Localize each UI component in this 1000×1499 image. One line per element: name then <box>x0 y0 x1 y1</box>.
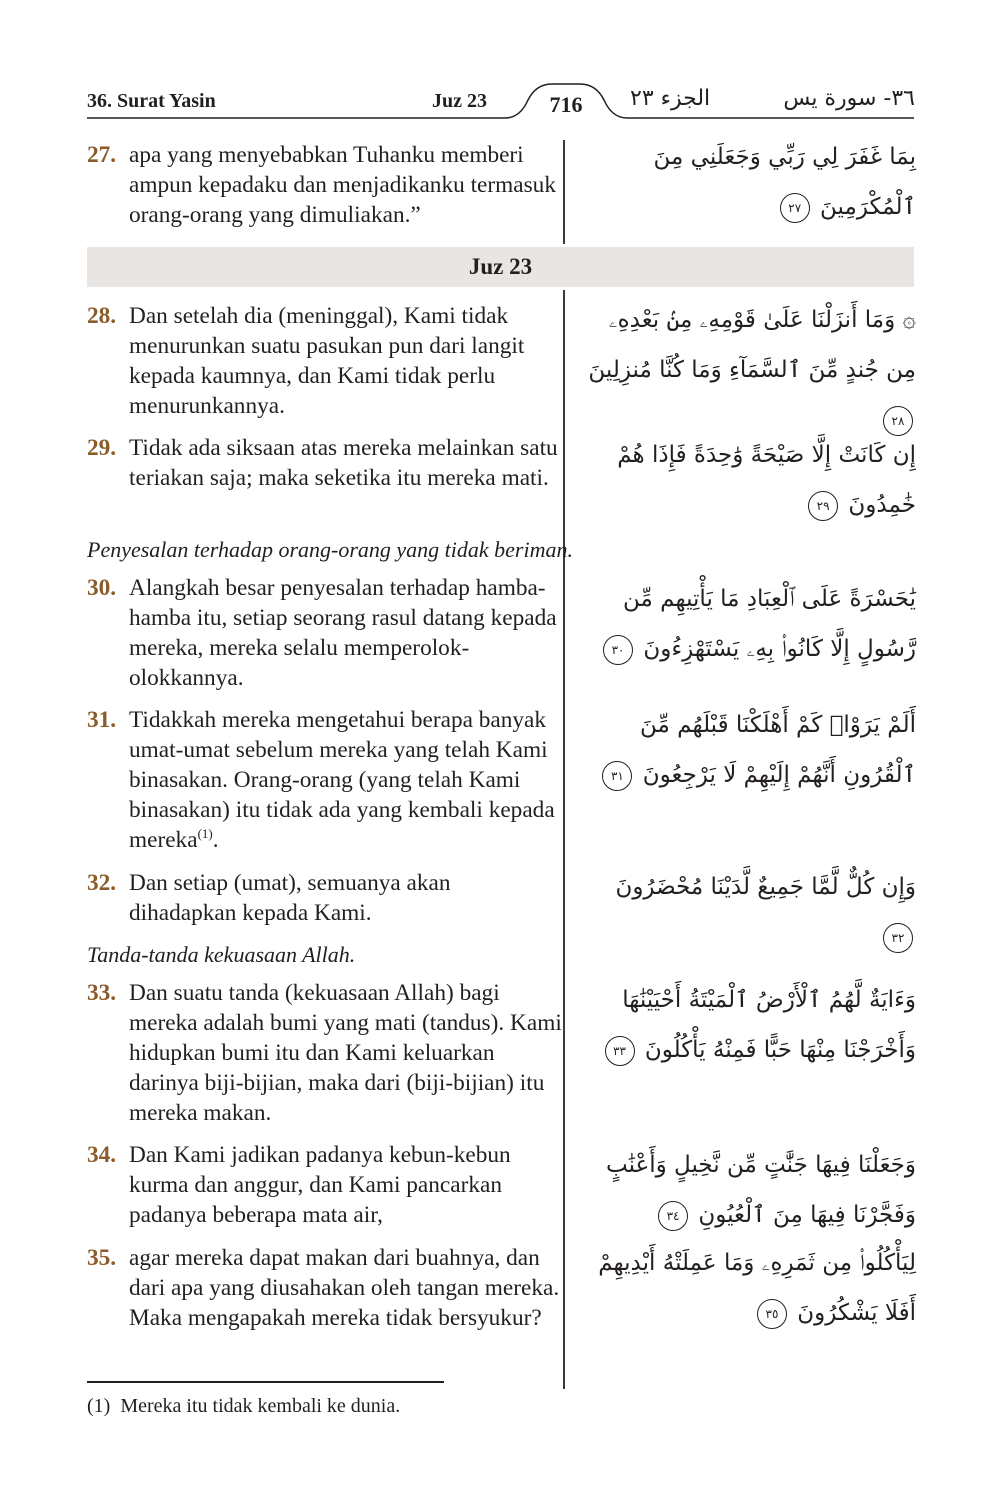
page-number: 716 <box>549 92 583 117</box>
verse-number: 28. <box>87 303 117 329</box>
juz-band-label: Juz 23 <box>468 254 533 279</box>
arabic-verse-33 <box>586 975 916 1075</box>
footnote <box>87 1395 400 1418</box>
verse-number: 29. <box>87 435 117 461</box>
arabic-text: بِمَا غَفَرَ لِي رَبِّي وَجَعَلَنِي مِنَ ٱلْمُكْرَمِينَ <box>653 144 916 220</box>
verse-number: 34. <box>87 1142 117 1168</box>
column-divider <box>563 140 565 244</box>
arabic-text: إِن كَانَتْ إِلَّا صَيْحَةً وَٰحِدَةً فَإِذَا هُمْ خَٰمِدُونَ <box>617 442 916 518</box>
ayah-number-marker: ٣٠ <box>603 635 633 665</box>
verse-number: 33. <box>87 980 117 1006</box>
ayah-number-marker: ٣٣ <box>605 1036 635 1066</box>
footnote-ref[interactable]: (1) <box>197 826 213 842</box>
arabic-verse-32 <box>586 862 916 962</box>
verse-text <box>129 705 562 855</box>
header-arabic-surah: ٣٦- سورة يس <box>783 86 915 111</box>
arabic-verse-30 <box>586 574 916 674</box>
ayah-number-marker: ٢٩ <box>808 491 838 521</box>
arabic-text: وَجَعَلْنَا فِيهَا جَنَّٰتٍ مِّن نَّخِيلٍ وَأَعْنَٰبٍ وَفَجَّرْنَا فِيهَا مِنَ ٱلْعُيُونِ <box>605 1152 916 1228</box>
arabic-text: ۞ وَمَا أَنزَلْنَا عَلَىٰ قَوْمِهِۦ مِنۢ بَعْدِهِۦ مِن جُندٍ مِّنَ ٱلسَّمَآءِ وَمَا كُنَّا مُنزِلِينَ <box>588 307 916 383</box>
verse-text: Dan suatu tanda (kekuasaan Allah) bagi mereka adalah bumi yang mati (tandus). Kami hidupkan bumi itu dan Kami keluarkan darinya biji-bijian, maka dari (biji-bijian) itu mereka makan. <box>129 980 562 1126</box>
verse-number: 35. <box>87 1245 117 1271</box>
ayah-number-marker: ٢٧ <box>780 193 810 223</box>
header-juz-label: Juz 23 <box>432 90 487 112</box>
header-surah-label: 36. Surat Yasin <box>87 90 216 112</box>
verse-35 <box>87 1243 562 1333</box>
verse-text-end: . <box>212 827 219 853</box>
verse-number: 32. <box>87 870 117 896</box>
footnote-rule <box>87 1381 444 1383</box>
section-heading: Tanda-tanda kekuasaan Allah. <box>87 942 356 967</box>
verse-28 <box>87 301 562 421</box>
column-divider <box>563 290 565 1389</box>
verse-text: Alangkah besar penyesalan terhadap hamba-hamba itu, setiap seorang rasul datang kepada mereka, mereka selalu memperolok-olokkannya. <box>129 575 557 691</box>
arabic-verse-27 <box>586 132 916 232</box>
verse-29 <box>87 433 562 493</box>
header-arabic-juz: الجزء ٢٣ <box>630 86 711 111</box>
verse-text: Dan Kami jadikan padanya kebun-kebun kurma dan anggur, dan Kami pancarkan padanya beberapa mata air, <box>129 1142 511 1228</box>
arabic-verse-29 <box>586 430 916 530</box>
arabic-text: وَءَايَةٌ لَّهُمُ ٱلْأَرْضُ ٱلْمَيْتَةُ أَحْيَيْنَٰهَا وَأَخْرَجْنَا مِنْهَا حَبًّا فَمِنْهُ يَأْكُلُونَ <box>622 987 916 1063</box>
arabic-text: لِيَأْكُلُوا۟ مِن ثَمَرِهِۦ وَمَا عَمِلَتْهُ أَيْدِيهِمْ أَفَلَا يَشْكُرُونَ <box>598 1250 916 1326</box>
verse-text: Dan setelah dia (meninggal), Kami tidak menurunkan suatu pasukan pun dari langit kepada kaumnya, dan Kami tidak perlu menurunkannya. <box>129 303 525 419</box>
verse-number: 31. <box>87 707 117 733</box>
verse-32 <box>87 868 562 928</box>
ayah-number-marker: ٣١ <box>602 761 632 791</box>
arabic-verse-35 <box>586 1238 916 1338</box>
verse-text-main: Tidakkah mereka mengetahui berapa banyak umat-umat sebelum mereka yang telah Kami binasakan. Orang-orang (yang telah Kami binasakan) itu tidak ada yang kembali kepada mereka <box>129 707 555 853</box>
footnote-mark: (1) <box>87 1395 111 1417</box>
verse-text: agar mereka dapat makan dari buahnya, dan dari apa yang diusahakan oleh tangan mereka. Maka mengapakah mereka tidak bersyukur? <box>129 1245 560 1331</box>
ayah-number-marker: ٣٢ <box>883 923 913 953</box>
verse-27 <box>87 140 562 230</box>
arabic-verse-34 <box>586 1140 916 1240</box>
verse-number: 27. <box>87 142 117 168</box>
arabic-verse-31 <box>586 700 916 800</box>
ayah-number-marker: ٣٤ <box>658 1201 688 1231</box>
verse-text: Dan setiap (umat), semuanya akan dihadapkan kepada Kami. <box>129 870 451 926</box>
verse-number: 30. <box>87 575 117 601</box>
section-heading: Penyesalan terhadap orang-orang yang tidak beriman. <box>87 537 573 562</box>
footnote-text: Mereka itu tidak kembali ke dunia. <box>120 1395 401 1417</box>
verse-30 <box>87 573 562 693</box>
arabic-verse-28 <box>586 295 916 445</box>
arabic-text: يَٰحَسْرَةً عَلَى ٱلْعِبَادِ مَا يَأْتِيهِم مِّن رَّسُولٍ إِلَّا كَانُوا۟ بِهِۦ يَسْتَهْزِءُونَ <box>623 586 916 662</box>
verse-33 <box>87 978 562 1128</box>
ayah-number-marker: ٢٨ <box>883 406 913 436</box>
arabic-text: وَإِن كُلٌّ لَّمَّا جَمِيعٌ لَّدَيْنَا مُحْضَرُونَ <box>615 874 916 900</box>
verse-34 <box>87 1140 562 1230</box>
verse-31 <box>87 705 562 855</box>
ayah-number-marker: ٣٥ <box>757 1299 787 1329</box>
arabic-text: أَلَمْ يَرَوْا۟ كَمْ أَهْلَكْنَا قَبْلَهُم مِّنَ ٱلْقُرُونِ أَنَّهُمْ إِلَيْهِمْ لَا يَرْجِعُونَ <box>640 712 916 788</box>
verse-text: apa yang menyebabkan Tuhanku memberi ampun kepadaku dan menjadikanku termasuk orang-orang yang dimuliakan.” <box>129 142 556 228</box>
verse-text: Tidak ada siksaan atas mereka melainkan satu teriakan saja; maka seketika itu mereka mati. <box>129 435 558 491</box>
